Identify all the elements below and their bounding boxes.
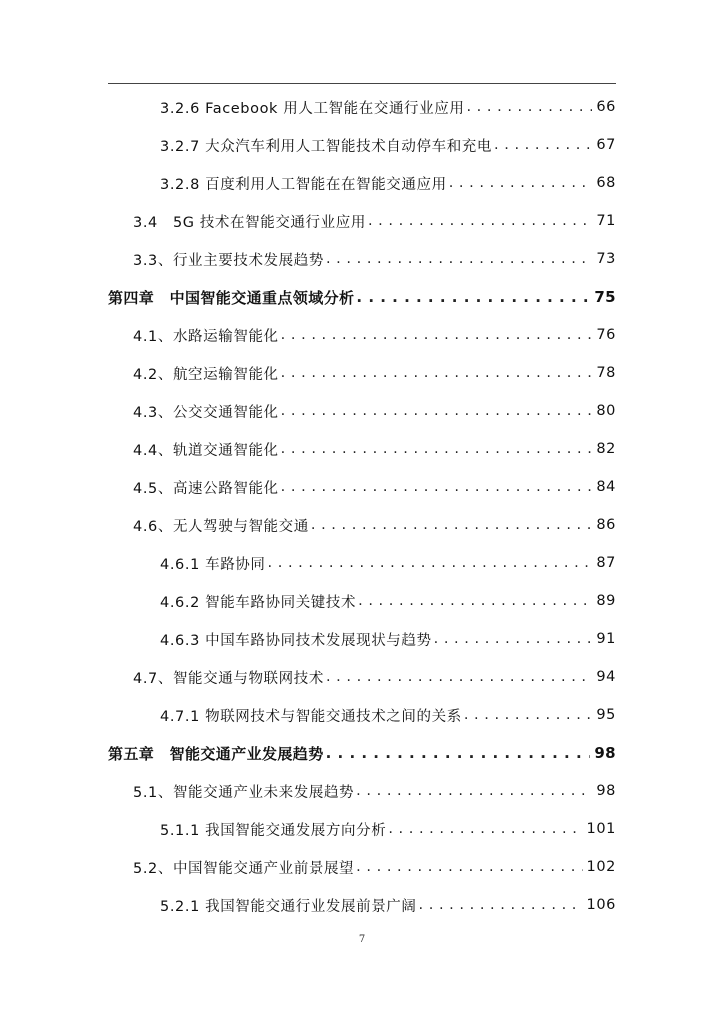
toc-entry-4-3[interactable] [133,397,616,425]
toc-entry-4-6-1[interactable] [160,549,616,577]
toc-entry-page: 86 [596,517,616,533]
toc-leader-dots [434,631,593,647]
toc-entry-label: 3.2.7 大众汽车利用人工智能技术自动停车和充电 [160,138,493,155]
toc-entry-label: 5.1.1 我国智能交通发展方向分析 [160,822,387,839]
toc-leader-dots [464,707,593,723]
toc-chapter-5[interactable] [108,739,616,767]
toc-entry-label: 4.3、公交交通智能化 [133,404,279,421]
toc-entry-label: 4.1、水路运输智能化 [133,328,279,345]
toc-entry-4-7-1[interactable] [160,701,616,729]
toc-leader-dots [311,517,592,533]
toc-entry-label: 4.5、高速公路智能化 [133,480,279,497]
toc-leader-dots [358,593,592,609]
toc-entry-3-2-7[interactable] [160,131,616,159]
toc-entry-label: 第四章 中国智能交通重点领域分析 [108,288,355,307]
toc-entry-3-2-6[interactable] [160,93,616,121]
toc-leader-dots [419,897,583,913]
toc-entry-label: 5.2.1 我国智能交通行业发展前景广阔 [160,898,417,915]
toc-entry-page: 102 [586,859,616,875]
page-number: 7 [358,934,366,945]
toc-entry-4-1[interactable] [133,321,616,349]
toc-entry-4-6-2[interactable] [160,587,616,615]
toc-entry-page: 95 [596,707,616,723]
toc-leader-dots [494,137,592,153]
toc-entry-page: 82 [596,441,616,457]
toc-entry-label: 第五章 智能交通产业发展趋势 [108,744,324,763]
toc-entry-page: 76 [596,327,616,343]
toc-leader-dots [326,669,592,685]
toc-entry-page: 87 [596,555,616,571]
toc-leader-dots [281,403,593,419]
toc-entry-page: 71 [596,213,616,229]
toc-entry-label: 5.2、中国智能交通产业前景展望 [133,860,355,877]
toc-entry-label: 4.6、无人驾驶与智能交通 [133,518,309,535]
toc-entry-label: 3.2.6 Facebook 用人工智能在交通行业应用 [160,100,465,117]
toc-entry-label: 4.6.2 智能车路协同关键技术 [160,594,357,611]
toc-leader-dots [326,251,592,267]
toc-entry-page: 80 [596,403,616,419]
toc-entry-3-3[interactable] [133,245,616,273]
toc-entry-page: 101 [586,821,616,837]
toc-leader-dots [326,744,591,762]
toc-entry-label: 3.2.8 百度利用人工智能在在智能交通应用 [160,176,447,193]
toc-leader-dots [268,555,593,571]
toc-leader-dots [356,288,590,306]
toc-entry-5-2[interactable] [133,853,616,881]
toc-entry-4-4[interactable] [133,435,616,463]
toc-leader-dots [449,175,593,191]
toc-leader-dots [368,213,592,229]
toc-entry-page: 106 [586,897,616,913]
toc-leader-dots [388,821,582,837]
toc-entry-5-2-1[interactable] [160,891,616,919]
toc-entry-label: 3.4 5G 技术在智能交通行业应用 [133,214,366,231]
toc-entry-4-2[interactable] [133,359,616,387]
toc-entry-4-6[interactable] [133,511,616,539]
toc-entry-5-1[interactable] [133,777,616,805]
toc-entry-page: 89 [596,593,616,609]
toc-leader-dots [356,859,582,875]
toc-leader-dots [281,479,593,495]
toc-entry-page: 91 [596,631,616,647]
toc-entry-page: 68 [596,175,616,191]
toc-entry-label: 4.7、智能交通与物联网技术 [133,670,324,687]
toc-leader-dots [281,327,593,343]
toc-entry-5-1-1[interactable] [160,815,616,843]
toc-entry-page: 84 [596,479,616,495]
toc-entry-page: 73 [596,251,616,267]
header-rule [108,83,616,84]
toc-entry-label: 4.7.1 物联网技术与智能交通技术之间的关系 [160,708,462,725]
toc-entry-page: 98 [596,783,616,799]
toc-entry-3-2-8[interactable] [160,169,616,197]
toc-entry-4-5[interactable] [133,473,616,501]
toc-entry-label: 5.1、智能交通产业未来发展趋势 [133,784,355,801]
toc-chapter-4[interactable] [108,283,616,311]
toc-entry-label: 4.6.1 车路协同 [160,556,266,573]
toc-leader-dots [466,99,592,115]
toc-leader-dots [281,365,593,381]
toc-entry-page: 75 [594,288,616,306]
toc-entry-page: 94 [596,669,616,685]
toc-entry-3-4[interactable] [133,207,616,235]
toc-entry-page: 67 [596,137,616,153]
toc-entry-label: 4.4、轨道交通智能化 [133,442,279,459]
toc-entry-4-7[interactable] [133,663,616,691]
toc-entry-label: 4.2、航空运输智能化 [133,366,279,383]
toc-entry-page: 66 [596,99,616,115]
toc-entry-label: 3.3、行业主要技术发展趋势 [133,252,324,269]
toc-leader-dots [356,783,592,799]
toc-entry-4-6-3[interactable] [160,625,616,653]
toc-leader-dots [281,441,593,457]
toc-entry-page: 78 [596,365,616,381]
toc-entry-page: 98 [594,744,616,762]
toc-entry-label: 4.6.3 中国车路协同技术发展现状与趋势 [160,632,432,649]
